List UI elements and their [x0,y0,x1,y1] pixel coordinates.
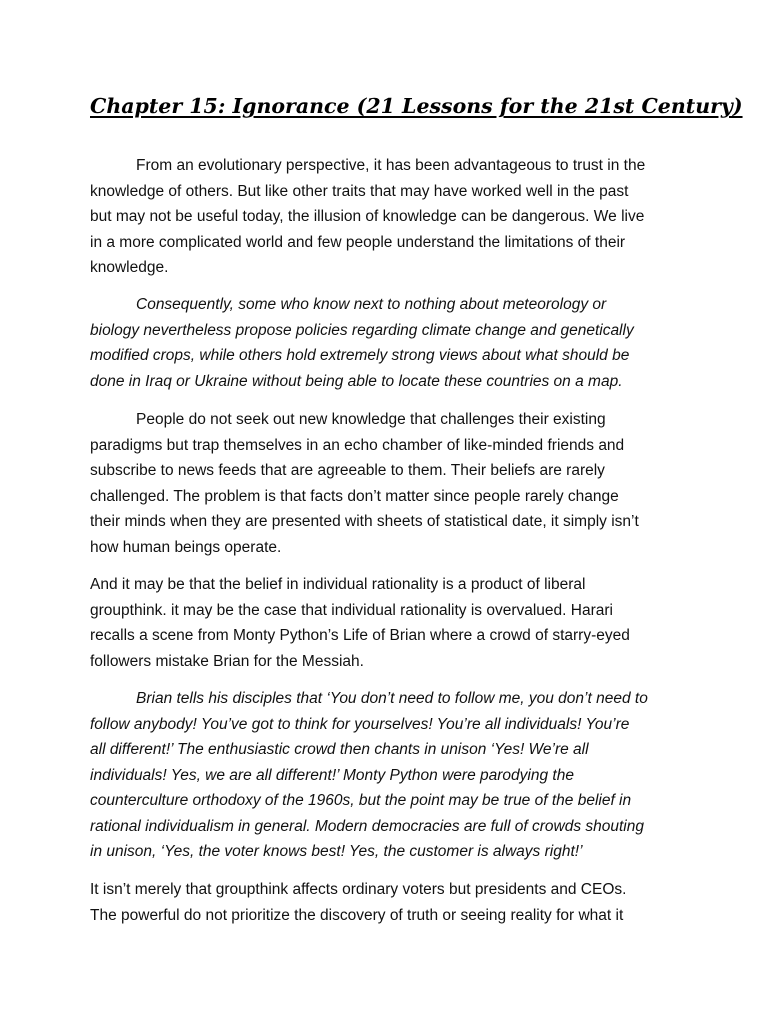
paragraph-line: challenged. The problem is that facts don’t matter since people rarely change [90,487,619,505]
paragraph-line: From an evolutionary perspective, it has been advantageous to trust in the [136,157,646,174]
paragraph-line: knowledge. [90,259,169,276]
paragraph-line: counterculture orthodoxy of the 1960s, but the point may be true of the belief in [90,792,632,809]
chapter-title: Chapter 15: Ignorance (21 Lessons for the 21st Century) [90,94,743,118]
paragraph-liberal-groupthink [90,572,690,674]
paragraph-brian-quote [90,686,690,865]
paragraph-line: It isn’t merely that groupthink affects ordinary voters but presidents and CEOs. [90,881,627,898]
paragraph-line: in a more complicated world and few people understand the limitations of their [90,233,626,251]
paragraph-line: Brian tells his disciples that ‘You don’t need to follow me, you don’t need to [136,690,648,707]
paragraph-line: People do not seek out new knowledge that challenges their existing [136,411,606,428]
paragraph-line: follow anybody! You’ve got to think for yourselves! You’re all individuals! You’re [90,715,630,733]
paragraph-evolutionary-perspective [90,153,690,281]
paragraph-line: modified crops, while others hold extremely strong views about what should be [90,347,630,364]
paragraph-line: And it may be that the belief in individual rationality is a product of liberal [90,576,586,593]
paragraph-line: all different!’ The enthusiastic crowd then chants in unison ‘Yes! We’re all [90,741,589,758]
paragraph-line: their minds when they are presented with sheets of statistical date, it simply isn’t [90,513,639,530]
paragraph-line: in unison, ‘Yes, the voter knows best! Yes, the customer is always right!’ [90,843,583,860]
paragraph-line: rational individualism in general. Modern democracies are full of crowds shouting [90,817,644,835]
paragraph-line: recalls a scene from Monty Python’s Life of Brian where a crowd of starry-eyed [90,627,630,644]
paragraph-line: paradigms but trap themselves in an echo chamber of like-minded friends and [90,436,625,454]
paragraph-line: done in Iraq or Ukraine without being able to locate these countries on a map. [90,372,623,390]
paragraph-line: but may not be useful today, the illusion of knowledge can be dangerous. We live [90,208,645,225]
paragraph-line: subscribe to news feeds that are agreeable to them. Their beliefs are rarely [90,462,605,479]
paragraph-line: followers mistake Brian for the Messiah. [90,652,364,670]
paragraph-line: biology nevertheless propose policies regarding climate change and genetically [90,321,634,339]
paragraph-line: Consequently, some who know next to nothing about meteorology or [136,296,607,313]
paragraph-line: individuals! Yes, we are all different!’ Monty Python were parodying the [90,766,574,784]
paragraph-consequently [90,292,690,394]
paragraph-line: The powerful do not prioritize the discovery of truth or seeing reality for what it [90,906,624,924]
paragraph-echo-chamber [90,407,690,560]
paragraph-line: knowledge of others. But like other traits that may have worked well in the past [90,182,629,200]
paragraph-presidents-ceos [90,877,690,928]
paragraph-line: how human beings operate. [90,538,282,556]
paragraph-line: groupthink. it may be the case that individual rationality is overvalued. Harari [90,601,613,619]
